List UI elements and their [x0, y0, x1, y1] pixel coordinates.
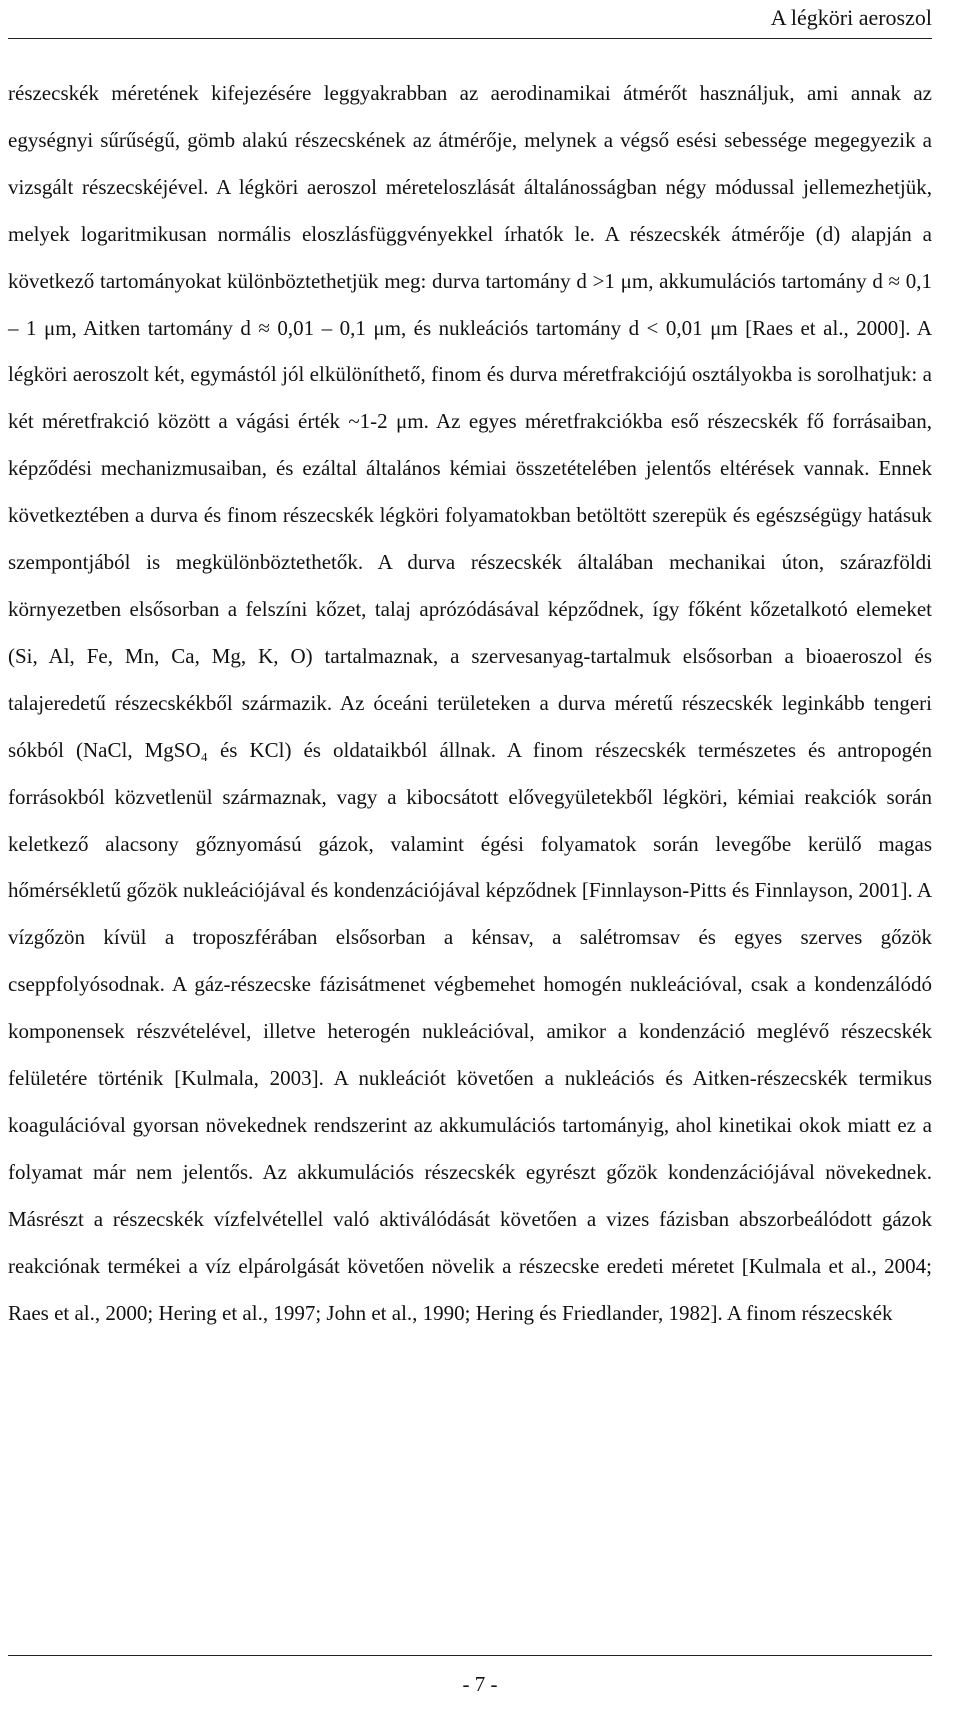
footer-divider — [8, 1655, 932, 1656]
page-number: - 7 - — [462, 1672, 498, 1696]
running-header: A légköri aeroszol — [770, 5, 932, 30]
header-divider — [8, 38, 932, 39]
body-paragraph: részecskék méretének kifejezésére leggyakrabban az aerodinamikai átmérőt használjuk, ami annak az egységnyi sűrűségű, gömb alakú részecskének az átmérője, melynek a végső esési sebessége megegyezik a vizsgált részecskéjével. A légköri aeroszol méreteloszlását általánosságban négy módussal jellemezhetjük, melyek logaritmikusan normális eloszlásfüggvényekkel írhatók le. A részecskék átmérője (d) alapján a következő tartományokat különböztethetjük meg: durva tartomány d >1 μm, akkumulációs tartomány d ≈ 0,1 – 1 μm, Aitken tartomány d ≈ 0,01 – 0,1 μm, és nukleációs tartomány d < 0,01 μm [Raes et al., 2000]. A légköri aeroszolt két, egymástól jól elkülöníthető, finom és durva méretfrakciójú osztályokba is sorolhatjuk: a két méretfrakció között a vágási érték ~1-2 μm. Az egyes méretfrakciókba eső részecskék fő forrásaiban, képződési mechanizmusaiban, és ezáltal általános kémiai összetételében jelentős eltérések vannak. Ennek következtében a durva és finom részecskék légköri folyamatokban betöltött szerepük és egészségügy hatásuk szempontjából is megkülönböztethetők. A durva részecskék általában mechanikai úton, szárazföldi környezetben elsősorban a felszíni kőzet, talaj aprózódásával képződnek, így főként kőzetalkotó elemeket (Si, Al, Fe, Mn, Ca, Mg, K, O) tartalmaznak, a szervesanyag-tartalmuk elsősorban a bioaeroszol és talajeredetű részecskékből származik. Az óceáni területeken a durva méretű részecskék leginkább tengeri sókból (NaCl, MgSO₄ és KCl) és oldataikból állnak. A finom részecskék természetes és antropogén forrásokból közvetlenül származnak, vagy a kibocsátott elővegyületekből légköri, kémiai reakciók során keletkező alacsony gőznyomású gázok, valamint égési folyamatok során levegőbe kerülő magas hőmérsékletű gőzök nukleációjával és kondenzációjával képződnek [Finnlayson-Pitts és Finnlayson, 2001]. A vízgőzön kívül a troposzférában elsősorban a kénsav, a salétromsav és egyes szerves gőzök cseppfolyósodnak. A gáz-részecske fázisátmenet végbemehet homogén nukleációval, csak a kondenzálódó komponensek részvételével, illetve heterogén nukleációval, amikor a kondenzáció meglévő részecskék felületére történik [Kulmala, 2003]. A nukleációt követően a nukleációs és Aitken-részecskék termikus koagulációval gyorsan növekednek rendszerint az akkumulációs tartományig, ahol kinetikai okok miatt ez a folyamat már nem jelentős. Az akkumulációs részecskék egyrészt gőzök kondenzációjával növekednek. Másrészt a részecskék vízfelvétellel való aktiválódását követően a vizes fázisban abszorbeálódott gázok reakciónak termékei a víz elpárolgását követően növelik a részecske eredeti méretet [Kulmala et al., 2004; Raes et al., 2000; Hering et al., 1997; John et al., 1990; Hering és Friedlander, 1982]. A finom részecskék — [8, 81, 932, 1325]
